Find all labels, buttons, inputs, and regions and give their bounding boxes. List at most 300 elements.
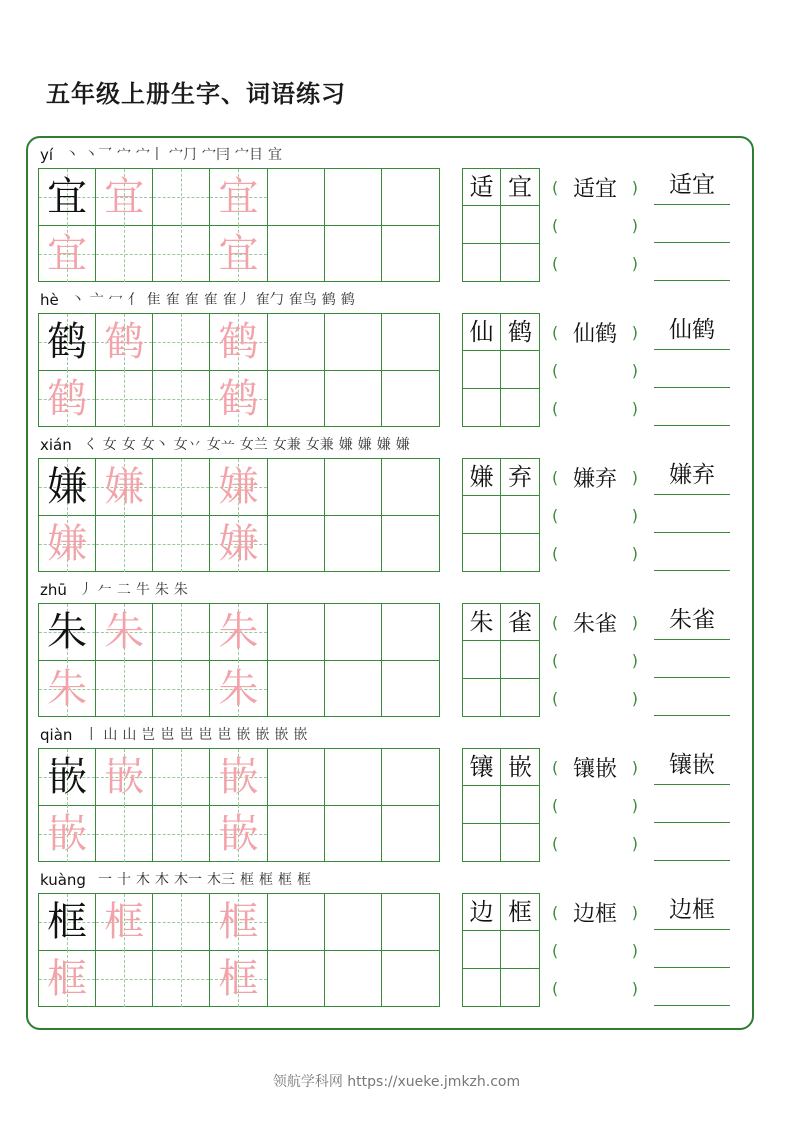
word-cell[interactable] <box>501 679 539 716</box>
paren-open: ( <box>552 543 559 563</box>
grid-cell[interactable] <box>325 894 382 951</box>
answer-column <box>654 168 730 282</box>
paren-row[interactable] <box>552 206 638 244</box>
stroke-step: 木三 <box>206 872 235 888</box>
grid-guide-v <box>181 805 182 862</box>
word-cell[interactable] <box>463 894 501 931</box>
grid-cell[interactable] <box>153 459 210 516</box>
grid-cell[interactable] <box>210 660 267 717</box>
word-char: 嵌 <box>508 753 532 782</box>
word-grid <box>462 168 540 282</box>
stroke-step: 嵌 <box>255 727 270 743</box>
grid-cell[interactable] <box>382 604 439 661</box>
word-cell[interactable] <box>463 534 501 571</box>
grid-cell[interactable] <box>210 805 267 862</box>
tianzige-grid <box>38 748 440 862</box>
paren-close: ) <box>631 360 638 380</box>
char-section <box>38 140 738 285</box>
grid-cell[interactable] <box>382 225 439 282</box>
pinyin-stroke-line <box>40 575 193 599</box>
paren-close: ) <box>631 978 638 998</box>
grid-cell[interactable] <box>39 314 96 371</box>
grid-cell[interactable] <box>39 660 96 717</box>
grid-cell[interactable] <box>96 660 153 717</box>
grid-cell[interactable] <box>39 225 96 282</box>
stroke-step: 女兰 <box>239 437 268 453</box>
paren-column <box>552 603 638 717</box>
word-cell[interactable] <box>501 351 539 388</box>
paren-open: ( <box>552 650 559 670</box>
grid-guide-v <box>181 370 182 427</box>
pinyin-stroke-line <box>40 430 415 454</box>
word-cell[interactable] <box>501 496 539 533</box>
paren-close: ) <box>631 253 638 273</box>
paren-close: ) <box>631 902 638 922</box>
word-cell[interactable] <box>501 931 539 968</box>
paren-close: ) <box>631 322 638 342</box>
tianzige-grid <box>38 458 440 572</box>
grid-cell[interactable] <box>39 805 96 862</box>
grid-cell[interactable] <box>382 314 439 371</box>
answer-line[interactable] <box>654 244 730 281</box>
word-cell[interactable] <box>463 824 501 861</box>
grid-cell[interactable] <box>153 805 210 862</box>
grid-cell[interactable] <box>325 370 382 427</box>
grid-cell[interactable] <box>382 459 439 516</box>
stroke-step: 宀目 <box>235 147 264 163</box>
grid-cell[interactable] <box>268 660 325 717</box>
stroke-step: 木一 <box>173 872 202 888</box>
stroke-step: 宀冃 <box>202 147 231 163</box>
grid-cell[interactable] <box>268 515 325 572</box>
word-cell[interactable] <box>501 749 539 786</box>
grid-cell[interactable] <box>210 459 267 516</box>
paren-word: 镶嵌 <box>572 756 617 782</box>
grid-cell[interactable] <box>325 749 382 806</box>
paren-close: ) <box>631 612 638 632</box>
stroke-step: 女䒑 <box>206 437 235 453</box>
word-cell[interactable] <box>463 679 501 716</box>
word-cell[interactable] <box>501 894 539 931</box>
grid-cell[interactable] <box>210 950 267 1007</box>
pinyin-stroke-line <box>40 865 316 889</box>
answer-line[interactable] <box>654 206 730 243</box>
model-char: 鹤 <box>47 319 88 365</box>
grid-cell[interactable] <box>153 604 210 661</box>
grid-guide-v <box>181 515 182 572</box>
paren-open: ( <box>552 795 559 815</box>
grid-cell[interactable] <box>96 515 153 572</box>
grid-guide-v <box>181 894 182 950</box>
word-cell[interactable] <box>463 604 501 641</box>
word-cell[interactable] <box>501 459 539 496</box>
trace-char: 鹤 <box>104 319 145 365</box>
grid-guide-v <box>181 660 182 717</box>
answer-column <box>654 748 730 862</box>
word-char: 适 <box>469 173 494 202</box>
trace-char: 宜 <box>47 230 88 277</box>
word-cell[interactable] <box>501 389 539 426</box>
answer-line[interactable] <box>654 931 730 968</box>
stroke-step: 框 <box>239 872 254 888</box>
grid-cell[interactable] <box>325 169 382 226</box>
paren-row[interactable] <box>552 679 638 717</box>
answer-line[interactable] <box>654 786 730 823</box>
word-char: 弃 <box>508 463 532 492</box>
grid-cell[interactable] <box>210 604 267 661</box>
grid-cell[interactable] <box>153 660 210 717</box>
word-grid <box>462 603 540 717</box>
grid-cell[interactable] <box>96 169 153 226</box>
model-char: 嫌 <box>47 464 88 510</box>
trace-char: 鹤 <box>218 375 259 422</box>
grid-guide-v <box>124 515 125 572</box>
paren-close: ) <box>631 543 638 563</box>
answer-line[interactable]: 朱雀 <box>654 603 730 640</box>
word-char: 雀 <box>508 608 532 637</box>
trace-char: 嫌 <box>47 520 88 567</box>
stroke-step: 丶 <box>65 147 80 163</box>
stroke-step: 岜 <box>179 727 194 743</box>
grid-cell[interactable] <box>153 169 210 226</box>
grid-cell[interactable] <box>39 604 96 661</box>
paren-row[interactable] <box>552 458 638 496</box>
paren-open: ( <box>552 833 559 853</box>
stroke-step: く <box>83 437 98 453</box>
paren-open: ( <box>552 940 559 960</box>
answer-column <box>654 458 730 572</box>
grid-guide-v <box>181 459 182 515</box>
word-cell[interactable] <box>501 824 539 861</box>
grid-cell[interactable] <box>268 314 325 371</box>
paren-row[interactable] <box>552 351 638 389</box>
stroke-step: 岜 <box>217 727 232 743</box>
stroke-step: 框 <box>277 872 292 888</box>
paren-row[interactable] <box>552 603 638 641</box>
paren-close: ) <box>631 688 638 708</box>
stroke-step: 女丷 <box>173 437 202 453</box>
grid-cell[interactable] <box>39 169 96 226</box>
word-cell[interactable] <box>463 244 501 281</box>
trace-char: 嵌 <box>104 754 145 800</box>
grid-cell[interactable] <box>96 749 153 806</box>
grid-cell[interactable] <box>268 805 325 862</box>
stroke-step: 嵌 <box>236 727 251 743</box>
grid-cell[interactable] <box>210 169 267 226</box>
grid-cell[interactable] <box>382 169 439 226</box>
paren-row[interactable] <box>552 496 638 534</box>
word-grid <box>462 748 540 862</box>
model-char: 朱 <box>47 609 88 655</box>
grid-cell[interactable] <box>210 749 267 806</box>
word-grid <box>462 313 540 427</box>
word-cell[interactable] <box>463 169 501 206</box>
stroke-step: 隺 <box>184 292 199 308</box>
grid-guide-v <box>124 370 125 427</box>
stroke-step: 宀⺆ <box>169 147 198 163</box>
grid-cell[interactable] <box>325 459 382 516</box>
trace-char: 嵌 <box>218 754 259 800</box>
grid-cell[interactable] <box>96 225 153 282</box>
grid-cell[interactable] <box>268 894 325 951</box>
stroke-step: 隺丿 <box>222 292 251 308</box>
word-cell[interactable] <box>463 969 501 1006</box>
page-title: 五年级上册生字、词语练习 <box>46 80 346 108</box>
paren-close: ) <box>631 398 638 418</box>
paren-close: ) <box>631 757 638 777</box>
paren-open: ( <box>552 505 559 525</box>
stroke-step: 丶 <box>70 292 85 308</box>
grid-cell[interactable] <box>153 314 210 371</box>
pinyin: yí <box>40 146 54 164</box>
word-char: 嫌 <box>469 463 494 492</box>
grid-cell[interactable] <box>325 225 382 282</box>
stroke-step: 丶乛 <box>84 147 113 163</box>
tianzige-grid <box>38 168 440 282</box>
grid-cell[interactable] <box>325 660 382 717</box>
word-grid <box>462 893 540 1007</box>
pinyin-stroke-line <box>40 140 287 164</box>
word-cell[interactable] <box>463 314 501 351</box>
word-cell[interactable] <box>463 786 501 823</box>
trace-char: 框 <box>47 955 88 1002</box>
paren-open: ( <box>552 902 559 922</box>
grid-cell[interactable] <box>96 370 153 427</box>
grid-cell[interactable] <box>325 604 382 661</box>
grid-cell[interactable] <box>153 225 210 282</box>
answer-line[interactable] <box>654 351 730 388</box>
paren-open: ( <box>552 978 559 998</box>
trace-char: 嫌 <box>104 464 145 510</box>
paren-row[interactable] <box>552 893 638 931</box>
char-section <box>38 720 738 865</box>
grid-cell[interactable] <box>382 894 439 951</box>
pinyin: hè <box>40 291 59 309</box>
grid-cell[interactable] <box>96 950 153 1007</box>
answer-line[interactable] <box>654 969 730 1006</box>
word-char: 宜 <box>508 173 532 202</box>
stroke-step: 女兼 <box>272 437 301 453</box>
grid-cell[interactable] <box>96 894 153 951</box>
pinyin: kuàng <box>40 871 86 889</box>
stroke-step: 十 <box>116 872 131 888</box>
word-cell[interactable] <box>501 604 539 641</box>
trace-char: 朱 <box>47 665 88 712</box>
grid-cell[interactable] <box>382 805 439 862</box>
paren-word: 边框 <box>572 901 617 927</box>
word-char: 镶 <box>469 753 494 782</box>
paren-column <box>552 748 638 862</box>
answer-line[interactable] <box>654 389 730 426</box>
word-cell[interactable] <box>463 641 501 678</box>
paren-close: ) <box>631 177 638 197</box>
stroke-step: 隺鸟 <box>288 292 317 308</box>
paren-row[interactable] <box>552 244 638 282</box>
grid-guide-v <box>181 749 182 805</box>
pinyin: zhū <box>40 581 67 599</box>
stroke-step: 山 <box>103 727 118 743</box>
stroke-step: 框 <box>296 872 311 888</box>
grid-cell[interactable] <box>325 805 382 862</box>
footer-watermark: 领航学科网 https://xueke.jmkzh.com <box>272 1074 521 1090</box>
stroke-step: 隺 <box>203 292 218 308</box>
tianzige-grid <box>38 603 440 717</box>
grid-cell[interactable] <box>39 459 96 516</box>
word-cell[interactable] <box>463 459 501 496</box>
trace-char: 鹤 <box>47 375 88 422</box>
grid-cell[interactable] <box>153 370 210 427</box>
grid-cell[interactable] <box>268 370 325 427</box>
word-cell[interactable] <box>501 786 539 823</box>
word-cell[interactable] <box>501 314 539 351</box>
answer-line[interactable] <box>654 641 730 678</box>
grid-cell[interactable] <box>96 805 153 862</box>
grid-cell[interactable] <box>153 894 210 951</box>
grid-cell[interactable] <box>382 950 439 1007</box>
answer-line[interactable] <box>654 824 730 861</box>
stroke-step: 山 <box>122 727 137 743</box>
grid-cell[interactable] <box>153 749 210 806</box>
paren-row[interactable] <box>552 824 638 862</box>
pinyin-stroke-line <box>40 720 312 744</box>
grid-guide-v <box>124 950 125 1007</box>
grid-cell[interactable] <box>210 225 267 282</box>
grid-cell[interactable] <box>210 370 267 427</box>
paren-open: ( <box>552 360 559 380</box>
stroke-step: 岜 <box>160 727 175 743</box>
grid-cell[interactable] <box>39 894 96 951</box>
answer-line[interactable]: 镶嵌 <box>654 748 730 785</box>
grid-cell[interactable] <box>268 604 325 661</box>
grid-cell[interactable] <box>268 950 325 1007</box>
trace-char: 朱 <box>218 609 259 655</box>
answer-line[interactable] <box>654 534 730 571</box>
word-cell[interactable] <box>463 389 501 426</box>
word-char: 鹤 <box>508 318 532 347</box>
answer-line[interactable]: 嫌弃 <box>654 458 730 495</box>
trace-char: 框 <box>218 899 259 945</box>
grid-cell[interactable] <box>210 515 267 572</box>
word-grid <box>462 458 540 572</box>
paren-column <box>552 458 638 572</box>
stroke-step: 亠 <box>89 292 104 308</box>
grid-cell[interactable] <box>325 314 382 371</box>
paren-row[interactable] <box>552 931 638 969</box>
paren-row[interactable] <box>552 641 638 679</box>
paren-column <box>552 313 638 427</box>
grid-cell[interactable] <box>325 950 382 1007</box>
grid-cell[interactable] <box>96 314 153 371</box>
grid-cell[interactable] <box>153 950 210 1007</box>
grid-cell[interactable] <box>210 894 267 951</box>
grid-cell[interactable] <box>382 660 439 717</box>
grid-cell[interactable] <box>382 370 439 427</box>
grid-cell[interactable] <box>268 169 325 226</box>
answer-line[interactable] <box>654 679 730 716</box>
paren-row[interactable] <box>552 534 638 572</box>
stroke-step: 女兼 <box>305 437 334 453</box>
word-cell[interactable] <box>463 931 501 968</box>
word-cell[interactable] <box>501 641 539 678</box>
pinyin: xián <box>40 436 72 454</box>
paren-close: ) <box>631 650 638 670</box>
stroke-step: 嫌 <box>376 437 391 453</box>
grid-cell[interactable] <box>268 749 325 806</box>
grid-cell[interactable] <box>210 314 267 371</box>
stroke-step: 女丶 <box>140 437 169 453</box>
stroke-step: 二 <box>116 582 131 598</box>
grid-cell[interactable] <box>39 370 96 427</box>
grid-cell[interactable] <box>153 515 210 572</box>
trace-char: 宜 <box>218 230 259 277</box>
stroke-step: 隹 <box>146 292 161 308</box>
word-cell[interactable] <box>501 206 539 243</box>
answer-line[interactable]: 边框 <box>654 893 730 930</box>
grid-cell[interactable] <box>382 749 439 806</box>
stroke-step: 木 <box>135 872 150 888</box>
word-cell[interactable] <box>501 969 539 1006</box>
paren-row[interactable] <box>552 313 638 351</box>
stroke-step: 宜 <box>268 147 283 163</box>
stroke-step: 丿 <box>78 582 93 598</box>
grid-cell[interactable] <box>39 950 96 1007</box>
grid-guide-v <box>181 950 182 1007</box>
grid-guide-v <box>181 604 182 660</box>
grid-cell[interactable] <box>96 459 153 516</box>
stroke-step: 木 <box>154 872 169 888</box>
paren-row[interactable] <box>552 389 638 427</box>
stroke-step: 牛 <box>135 582 150 598</box>
paren-open: ( <box>552 177 559 197</box>
paren-row[interactable] <box>552 969 638 1007</box>
paren-word: 嫌弃 <box>572 466 617 492</box>
paren-row[interactable] <box>552 168 638 206</box>
paren-close: ) <box>631 795 638 815</box>
paren-close: ) <box>631 833 638 853</box>
word-cell[interactable] <box>463 206 501 243</box>
stroke-step: 丨 <box>84 727 99 743</box>
paren-open: ( <box>552 253 559 273</box>
word-cell[interactable] <box>463 749 501 786</box>
grid-cell[interactable] <box>268 459 325 516</box>
grid-cell[interactable] <box>268 225 325 282</box>
grid-cell[interactable] <box>96 604 153 661</box>
grid-cell[interactable] <box>39 749 96 806</box>
stroke-step: 冖 <box>108 292 123 308</box>
word-cell[interactable] <box>501 534 539 571</box>
paren-row[interactable] <box>552 748 638 786</box>
stroke-step: 框 <box>258 872 273 888</box>
grid-cell[interactable] <box>325 515 382 572</box>
answer-line[interactable] <box>654 496 730 533</box>
word-char: 框 <box>508 898 532 927</box>
word-cell[interactable] <box>463 496 501 533</box>
stroke-step: 岂 <box>141 727 156 743</box>
grid-guide-v <box>124 660 125 717</box>
answer-line[interactable]: 适宜 <box>654 168 730 205</box>
grid-cell[interactable] <box>39 515 96 572</box>
grid-cell[interactable] <box>382 515 439 572</box>
paren-row[interactable] <box>552 786 638 824</box>
word-cell[interactable] <box>463 351 501 388</box>
stroke-step: 女 <box>102 437 117 453</box>
answer-line[interactable]: 仙鹤 <box>654 313 730 350</box>
word-cell[interactable] <box>501 244 539 281</box>
word-cell[interactable] <box>501 169 539 206</box>
grid-guide-v <box>124 225 125 282</box>
trace-char: 朱 <box>218 665 259 712</box>
paren-open: ( <box>552 467 559 487</box>
